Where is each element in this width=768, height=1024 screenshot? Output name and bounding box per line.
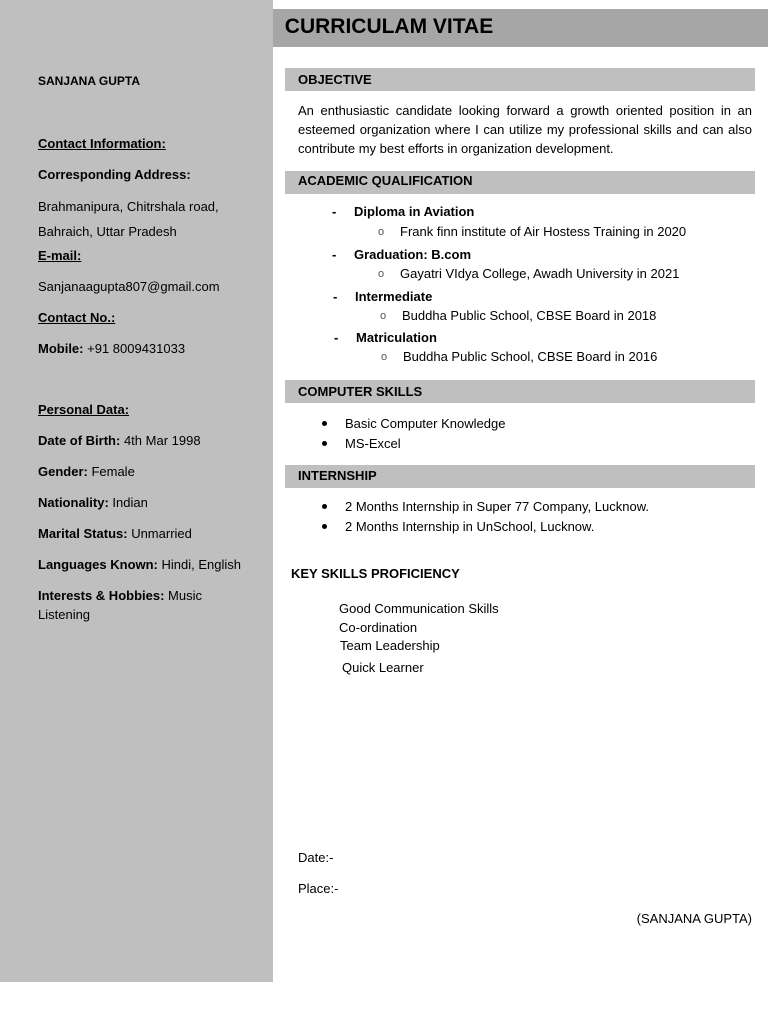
academic-item-detail: Gayatri VIdya College, Awadh University in 2021 [400,266,680,281]
nationality-row [38,495,148,511]
personal-data-heading: Personal Data: [38,402,130,417]
dob-label: Date of Birth: [38,433,121,448]
address-line-1: Brahmanipura, Chitrshala road, [38,199,219,214]
marital-label: Marital Status: [38,526,128,541]
candidate-name: SANJANA GUPTA [38,74,141,88]
key-skill-item: Co-ordination [339,620,418,635]
languages-value: Hindi, English [157,557,241,572]
academic-item-title: Diploma in Aviation [354,204,475,219]
dash-marker: - [332,204,337,219]
mobile-value: +91 8009431033 [83,341,186,356]
bullet-icon [322,441,327,446]
address-line-2: Bahraich, Uttar Pradesh [38,224,177,239]
academic-item-detail: Buddha Public School, CBSE Board in 2018 [402,308,657,323]
gender-label: Gender: [38,464,88,479]
objective-heading: OBJECTIVE [298,72,372,87]
bullet-icon [322,421,327,426]
circle-bullet-icon: o [378,226,385,238]
email-value: Sanjanaagupta807@gmail.com [38,279,220,294]
signature-name: (SANJANA GUPTA) [636,911,752,926]
interests-value: Music [164,588,202,603]
gender-row [38,464,135,480]
marital-row [38,526,192,542]
key-skill-item: Team Leadership [340,638,440,653]
page-title: CURRICULAM VITAE [284,15,494,38]
address-heading: Corresponding Address: [38,167,191,182]
circle-bullet-icon: o [378,268,385,280]
date-label: Date:- [298,850,334,865]
computer-skill-item: MS-Excel [345,436,401,451]
languages-label: Languages Known: [38,557,158,572]
contact-no-heading: Contact No.: [38,310,116,325]
circle-bullet-icon: o [380,310,387,322]
circle-bullet-icon: o [381,351,388,363]
computer-skill-item: Basic Computer Knowledge [345,416,506,431]
academic-item-title: Matriculation [356,330,437,345]
academic-item-detail: Buddha Public School, CBSE Board in 2016 [403,349,658,364]
internship-item: 2 Months Internship in Super 77 Company, Lucknow. [345,499,649,514]
interests-row [38,588,202,604]
contact-heading: Contact Information: [38,136,166,151]
mobile-row [38,341,185,357]
dash-marker: - [334,330,339,345]
bullet-icon [322,504,327,509]
dob-row [38,433,201,449]
dash-marker: - [333,289,338,304]
dash-marker: - [332,247,337,262]
email-heading: E-mail: [38,248,82,263]
key-skill-item: Good Communication Skills [339,601,499,616]
internship-item: 2 Months Internship in UnSchool, Lucknow. [345,519,595,534]
mobile-label: Mobile: [38,341,84,356]
interests-value-line-2: Listening [38,607,91,622]
internship-heading: INTERNSHIP [298,468,377,483]
key-skill-item: Quick Learner [342,660,424,675]
academic-heading: ACADEMIC QUALIFICATION [298,173,473,188]
dob-value: 4th Mar 1998 [120,433,201,448]
bullet-icon [322,524,327,529]
academic-item-title: Intermediate [355,289,433,304]
computer-skills-heading: COMPUTER SKILLS [298,384,423,399]
objective-text: An enthusiastic candidate looking forward a growth oriented position in an esteemed organization where I can utilize my professional skills and can also contribute my best efforts in organization development. [298,103,752,156]
gender-value: Female [87,464,135,479]
academic-item-title: Graduation: B.com [354,247,472,262]
interests-label: Interests & Hobbies: [38,588,165,603]
languages-row [38,557,241,573]
key-skills-heading: KEY SKILLS PROFICIENCY [291,566,460,581]
academic-item-detail: Frank finn institute of Air Hostess Training in 2020 [400,224,687,239]
place-label: Place:- [298,881,339,896]
nationality-value: Indian [108,495,148,510]
marital-value: Unmarried [127,526,192,541]
nationality-label: Nationality: [38,495,109,510]
